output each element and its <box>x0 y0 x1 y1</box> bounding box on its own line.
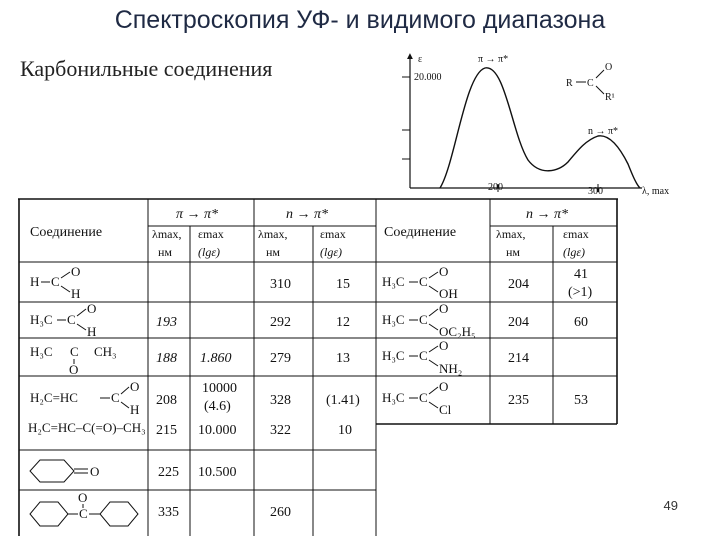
uv-spectrum-graph <box>380 44 700 199</box>
chem-bond <box>77 324 86 330</box>
chem-bond <box>429 402 438 408</box>
chem-h3c: H₃C <box>30 344 53 359</box>
chem-ch3: CH₃ <box>94 344 117 359</box>
chem-double-bond <box>429 346 438 352</box>
header-eps-3: εmax <box>563 227 589 241</box>
chem-bond <box>429 286 438 292</box>
chem-c: C <box>67 312 76 327</box>
header-n-transition-left: n → π* <box>286 207 329 222</box>
right-row1-lambda: 204 <box>508 277 529 292</box>
right-row2-lambda: 204 <box>508 315 529 330</box>
header-pi-transition: π → π* <box>176 207 219 222</box>
chem-o: O <box>439 264 449 279</box>
row4-lambda1: 208 <box>156 393 177 408</box>
section-subtitle: Карбонильные соединения <box>20 56 273 81</box>
chem-double-bond <box>429 272 438 278</box>
chem-o: O <box>69 362 79 377</box>
right-row1-eps-b: (>1) <box>568 285 593 300</box>
ketone-r1: R¹ <box>605 92 615 103</box>
header-nm-2: нм <box>266 245 281 259</box>
page-number: 49 <box>663 498 678 513</box>
chem-oh: OH <box>439 286 458 301</box>
chem-double-bond <box>77 309 86 316</box>
row5-lambda2: 322 <box>270 423 291 438</box>
row4-eps1: 10000 <box>202 381 237 396</box>
formaldehyde-structure <box>30 264 80 301</box>
cyclohexane-ring <box>30 460 74 482</box>
acrolein-structure <box>30 379 139 417</box>
row5-eps1: 10.000 <box>198 423 237 438</box>
acetyl-chloride-structure <box>382 379 452 417</box>
header-nm-1: нм <box>158 245 173 259</box>
chem-o: O <box>71 264 81 279</box>
chem-double-bond <box>61 272 70 278</box>
ketone-o: O <box>605 62 613 73</box>
header-lg-3: (lgε) <box>563 245 586 259</box>
header-eps-1: εmax <box>198 227 224 241</box>
chem-c: C <box>419 274 428 289</box>
chem-c: C <box>419 348 428 363</box>
row2-lambda1: 193 <box>156 315 177 330</box>
row3-lambda2: 279 <box>270 351 291 366</box>
chem-bond <box>429 360 438 366</box>
ketone-bond-right <box>596 86 604 94</box>
chem-o: O <box>130 379 140 394</box>
ketone-double-bond <box>596 70 604 78</box>
spectrum-peak1-label: π → π* <box>478 54 509 65</box>
chem-nh2: NH₂ <box>439 361 463 376</box>
chem-o: O <box>78 490 88 505</box>
chem-c: C <box>51 274 60 289</box>
header-nm-3: нм <box>506 245 521 259</box>
header-compound-left: Соединение <box>30 225 103 240</box>
acetic-acid-structure <box>382 264 458 301</box>
row1-eps2: 15 <box>336 277 350 292</box>
right-row4-eps: 53 <box>574 393 588 408</box>
row4-eps1b: (4.6) <box>204 399 231 414</box>
header-lg-1: (lgε) <box>198 245 221 259</box>
row4-lambda2: 328 <box>270 393 291 408</box>
chem-bond <box>61 286 70 292</box>
ketone-structure <box>566 62 615 103</box>
chem-c: C <box>419 312 428 327</box>
chem-o: O <box>439 338 449 353</box>
acetone-structure <box>30 344 117 377</box>
chem-h2c-hc: H₂C=HC <box>30 390 78 405</box>
row6-lambda1: 225 <box>158 465 179 480</box>
chem-c: C <box>70 344 79 359</box>
chem-c: C <box>111 390 120 405</box>
chem-h: H <box>30 274 40 289</box>
row3-eps1: 1.860 <box>200 351 232 366</box>
chem-h: H <box>87 324 97 339</box>
spectrum-y-axis-label: ε <box>418 54 423 65</box>
spectrum-y-tick-label: 20.000 <box>414 72 442 83</box>
acetamide-structure <box>382 338 462 376</box>
slide-title: Спектроскопия УФ- и видимого диапазона <box>114 6 606 34</box>
chem-cl: Cl <box>439 402 452 417</box>
chem-double-bond <box>429 387 438 394</box>
mvk-structure: H₂C=HC–C(=O)–CH₃ <box>28 420 146 435</box>
chem-bond <box>121 402 129 408</box>
spectrum-x-tick-label-1: 200 <box>488 182 503 193</box>
chem-h3c: H₃C <box>382 348 405 363</box>
ketone-c: C <box>587 78 594 89</box>
right-row4-lambda: 235 <box>508 393 529 408</box>
chem-c: C <box>419 390 428 405</box>
row3-eps2: 13 <box>336 351 350 366</box>
chem-h3c: H₃C <box>382 312 405 327</box>
row7-lambda2: 260 <box>270 505 291 520</box>
chem-h: H <box>130 402 140 417</box>
header-lg-2: (lgε) <box>320 245 343 259</box>
header-compound-right: Соединение <box>384 225 457 240</box>
benzene-ring-left <box>30 502 68 526</box>
row7-lambda1: 335 <box>158 505 179 520</box>
right-row1-eps: 41 <box>574 267 588 282</box>
spectrum-y-arrow: ▲ <box>405 51 415 62</box>
chem-h3c: H₃C <box>30 312 53 327</box>
cyclohexanone-structure <box>30 460 99 482</box>
chem-o: O <box>439 301 449 316</box>
chem-o: O <box>439 379 449 394</box>
chem-h3c: H₃C <box>382 274 405 289</box>
acetaldehyde-structure <box>30 301 96 339</box>
chem-h: H <box>71 286 81 301</box>
chem-o: O <box>87 301 97 316</box>
header-n-transition-right: n → π* <box>526 207 569 222</box>
row2-eps2: 12 <box>336 315 350 330</box>
row5-lambda1: 215 <box>156 423 177 438</box>
chem-bond <box>429 324 438 330</box>
header-lambda-2: λmax, <box>258 227 288 241</box>
row6-eps1: 10.500 <box>198 465 237 480</box>
right-row2-eps: 60 <box>574 315 588 330</box>
spectrum-x-tick-label-2: 300 <box>588 186 603 197</box>
right-row3-lambda: 214 <box>508 351 529 366</box>
row4-eps2: (1.41) <box>326 393 360 408</box>
benzene-ring-right <box>100 502 138 526</box>
chem-double-bond <box>429 309 438 316</box>
header-lambda-3: λmax, <box>496 227 526 241</box>
chem-c: C <box>79 506 88 521</box>
row5-eps2: 10 <box>338 423 352 438</box>
ketone-r: R <box>566 78 573 89</box>
chem-h3c: H₃C <box>382 390 405 405</box>
chem-o: O <box>90 464 100 479</box>
row2-lambda2: 292 <box>270 315 291 330</box>
spectrum-x-axis-label: λ, max <box>642 186 670 197</box>
header-lambda-1: λmax, <box>152 227 182 241</box>
benzophenone-structure <box>30 490 138 526</box>
row1-lambda2: 310 <box>270 277 291 292</box>
chem-oc2h5: OC₂H₅ <box>439 324 476 339</box>
carbonyl-data-table <box>18 196 618 536</box>
chem-double-bond <box>121 387 129 394</box>
ethyl-acetate-structure <box>382 301 476 339</box>
spectrum-peak2-label: n → π* <box>588 126 619 137</box>
header-eps-2: εmax <box>320 227 346 241</box>
row3-lambda1: 188 <box>156 351 177 366</box>
